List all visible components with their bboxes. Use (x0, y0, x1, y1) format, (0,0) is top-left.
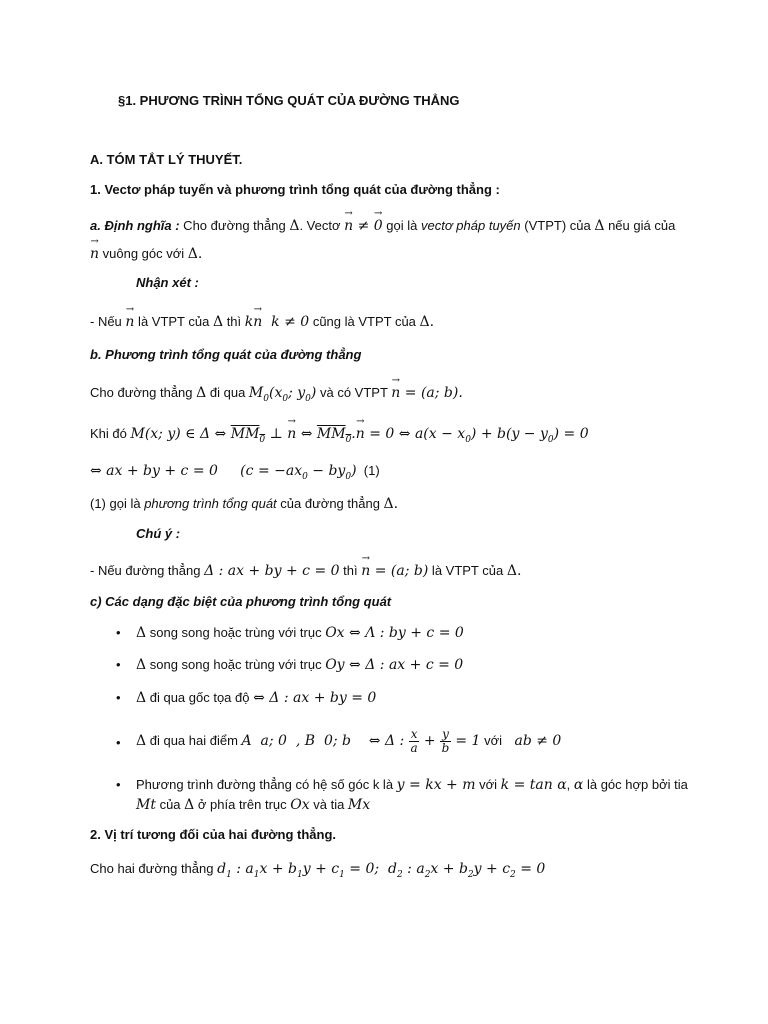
math: Δ : ax + by + c = 0 (204, 563, 340, 579)
remark-label: Nhận xét : (136, 275, 199, 290)
math: → n = (a; b) (361, 563, 428, 579)
bullet-item-2: Δ song song hoặc trùng với trục Oy ⇔ Δ : ax + c = 0 (136, 657, 464, 673)
math: Δ (136, 733, 147, 749)
math: = 1 (450, 733, 481, 749)
math: → n ≠ → 0 (344, 218, 383, 234)
math: k = tan α (500, 777, 567, 793)
bullet-item-5-line-2: Mt của Δ ở phía trên trục Ox và tia Mx (136, 797, 371, 813)
math: Ox ⇔ Λ : by + c = 0 (325, 625, 464, 641)
math: Oy ⇔ Δ : ax + c = 0 (325, 657, 464, 673)
paragraph-b2: Khi đó M(x; y) ∈ Δ ⇔ $MM_0$ ⊥ → n ⇔ $MM_0.\to n = 0$ ⇔ $a(x - x_0) + b(y - y_0) = 0$ (90, 425, 589, 449)
math: Δ. (383, 496, 399, 512)
math: Δ (594, 218, 605, 234)
page-title: §1. PHƯƠNG TRÌNH TỔNG QUÁT CỦA ĐƯỜNG THẲNG (118, 93, 460, 108)
math: ⇔ ax + by + c = 0 $(c = -ax_0 - by_0)$ (90, 463, 357, 482)
heading-1: 1. Vectơ pháp tuyến và phương trình tổng quát của đường thẳng : (90, 182, 500, 197)
bullet-item-5-line-1: Phương trình đường thẳng có hệ số góc k là y = kx + m với k = tan α, α là góc hợp bởi tia (136, 777, 688, 793)
math: Δ (136, 690, 147, 706)
math: Δ (212, 314, 224, 330)
math: Δ. (506, 563, 522, 579)
heading-b: b. Phương trình tổng quát của đường thẳng (90, 347, 362, 362)
paragraph-b4: (1) gọi là phương trình tổng quát của đường thẳng Δ. (90, 496, 399, 512)
bullet-icon: • (116, 735, 121, 750)
math: → n = (a; b). (391, 385, 463, 401)
math: → n (125, 314, 134, 330)
bullet-item-4: Δ đi qua hai điểm A a; 0 , B 0; b ⇔ Δ : $\frac{x}{a}$ + $\frac{y}{b}$ = 1 với ab ≠ 0 (136, 727, 562, 756)
paragraph-b1: Cho đường thẳng Δ đi qua $M_0(x_0$; $y_0$) và có VTPT → n = (a; b). (90, 384, 463, 408)
math: Δ (196, 385, 207, 401)
math: M(x; y) ∈ Δ ⇔ $MM_0$ ⊥ → n ⇔ $MM_0.\to n = 0$ ⇔ $a(x - x_0) + b(y - y_0) = 0$ (130, 426, 588, 442)
math: α (573, 777, 584, 793)
definition-line-1: a. Định nghĩa : Cho đường thẳng Δ. Vectơ → n ≠ → 0 gọi là vectơ pháp tuyến (VTPT) của Δ nếu giá của (90, 217, 675, 235)
note-line: - Nếu đường thẳng Δ : ax + by + c = 0 thì → n = (a; b) là VTPT của Δ. (90, 562, 521, 580)
math: Δ (136, 657, 147, 673)
math: Mt (136, 797, 156, 813)
paragraph-b3: ⇔ ax + by + c = 0 $(c = -ax_0 - by_0)$ (1) (90, 463, 380, 482)
heading-c: c) Các dạng đặc biệt của phương trình tổng quát (90, 594, 392, 609)
math: A a; 0 , B 0; b ⇔ Δ : (241, 733, 409, 749)
bullet-item-1: Δ song song hoặc trùng với trục Ox ⇔ Λ : by + c = 0 (136, 625, 464, 641)
math: Δ. (419, 314, 435, 330)
math: Δ (184, 797, 195, 813)
math: Δ. (187, 246, 203, 262)
definition-label: a. Định nghĩa : (90, 218, 180, 233)
bullet-icon: • (116, 690, 121, 705)
section-a-heading: A. TÓM TẮT LÝ THUYẾT. (90, 152, 243, 167)
math: Ox (290, 797, 310, 813)
math: Δ (136, 625, 147, 641)
math: Δ (289, 218, 300, 234)
math: → n (90, 246, 99, 262)
math: + (419, 733, 441, 749)
fraction: $\frac{y}{b}$ (441, 727, 450, 756)
math: y = kx + m (396, 777, 476, 793)
remark-line: - Nếu → n là VTPT của Δ thì k→ n k ≠ 0 cũng là VTPT của Δ. (90, 313, 434, 331)
bullet-icon: • (116, 657, 121, 672)
last-paragraph: Cho hai đường thẳng $d_1$ : $a_1x + b_1y + c_1 = 0$; $d_2$ : $a_2x + b_2y + c_2 = 0$ (90, 861, 546, 880)
bullet-item-3: Δ đi qua gốc tọa độ ⇔ Δ : ax + by = 0 (136, 690, 377, 706)
definition-line-2: → n vuông góc với Δ. (90, 245, 202, 263)
math: k→ n k ≠ 0 (245, 314, 309, 330)
fraction: $\frac{x}{a}$ (410, 727, 418, 756)
note-label: Chú ý : (136, 526, 181, 541)
bullet-icon: • (116, 625, 121, 640)
math: Mx (347, 797, 371, 813)
bullet-icon: • (116, 777, 121, 792)
math: $M_0(x_0$; $y_0$) (248, 385, 317, 404)
math: ⇔ Δ : ax + by = 0 (253, 690, 377, 706)
heading-2: 2. Vị trí tương đối của hai đường thẳng. (90, 827, 337, 842)
math: ab ≠ 0 (505, 733, 562, 749)
math: $d_1$ : $a_1x + b_1y + c_1 = 0$; $d_2$ : $a_2x + b_2y + c_2 = 0$ (217, 861, 546, 880)
